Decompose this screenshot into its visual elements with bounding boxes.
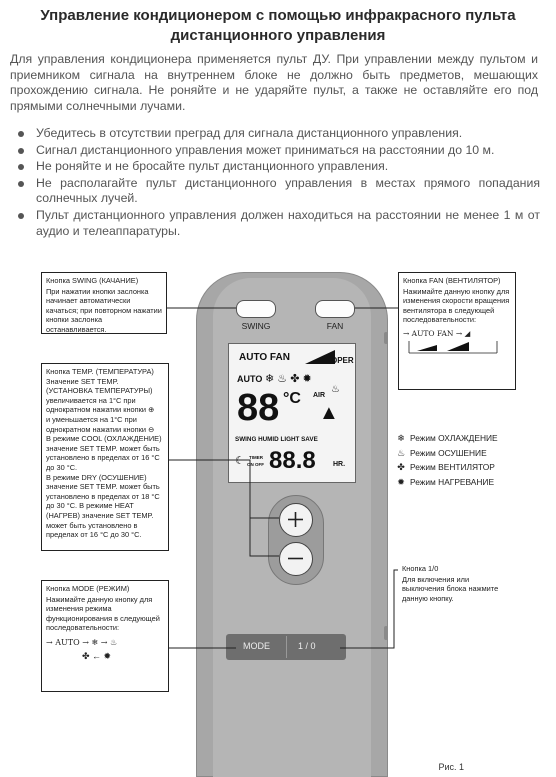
bullet-item: Сигнал дистанционного управления может приниматься на расстоянии до 10 м. <box>14 143 540 159</box>
legend-label: Режим НАГРЕВАНИЕ <box>410 476 495 487</box>
power-button[interactable]: 1 / 0 <box>298 641 316 651</box>
lcd-auto: AUTO <box>237 374 263 384</box>
temp-callout-line2: (УСТАНОВКА ТЕМПЕРАТУРЫ) <box>46 386 153 396</box>
lcd-degree: °C <box>283 390 301 407</box>
mode-sequence: → AUTO → ❄ → ♨ <box>46 637 118 647</box>
fan-icon: ✤ <box>397 462 405 473</box>
title-line-2: дистанционного управления <box>170 27 386 44</box>
legend-label: Режим ОХЛАЖДЕНИЕ <box>410 433 498 443</box>
lcd-mode-icons: ❄ ♨ ✤ ✹ <box>265 373 312 385</box>
bullet-item: Не роняйте и не бросайте пульт дистанционного управления. <box>14 159 540 175</box>
fan-callout-head: Кнопка FAN (ВЕНТИЛЯТОР) <box>403 276 501 285</box>
fan-callout-body: Нажимайте данную кнопку для изменения скорости вращения вентилятора в следующей последовательности: <box>403 286 510 325</box>
lcd-auto-fan: AUTO FAN <box>239 352 290 363</box>
legend-label: Режим ВЕНТИЛЯТОР <box>410 462 495 473</box>
sun-icon: ✹ <box>397 476 405 487</box>
lcd-set-temp: 88 <box>237 387 280 429</box>
temp-callout-line1: Значение SET TEMP. <box>46 376 119 386</box>
power-callout-body: Для включения или выключения блока нажмите данную кнопку. <box>402 574 499 603</box>
lcd-features-row: SWING HUMID LIGHT SAVE <box>235 436 318 443</box>
swing-callout-head: Кнопка SWING (КАЧАНИЕ) <box>46 276 139 285</box>
lcd-onoff: ON OFF <box>247 462 264 467</box>
lcd-timer-value: 88.8 <box>269 447 316 474</box>
mode-button[interactable]: MODE <box>243 641 270 651</box>
temp-callout-line5: В режиме COOL (ОХЛАЖДЕНИЕ) значение SET TEMP. может быть установлено в пределах от 16 °С до 30 °С. <box>46 434 162 472</box>
swing-callout-body: При нажатии кнопки заслонка начинает автоматически качаться; при повторном нажатии кнопки заслонка останавливается. <box>46 286 162 334</box>
mode-callout-body: Нажимайте данную кнопку для изменения режима функционирования в следующей последовательности: <box>46 594 160 633</box>
lcd-oper: OPER <box>331 356 354 365</box>
mode-sequence-return: ✤ ← ✹ <box>82 650 112 661</box>
legend-label: Режим ОСУШЕНИЕ <box>410 447 487 458</box>
lcd-hr: HR. <box>333 461 346 468</box>
mode-sequence-auto: AUTO <box>55 637 80 647</box>
bullet-item: Пульт дистанционного управления должен находиться на расстоянии не менее 1 м от аудио и телеаппаратуры. <box>14 208 540 239</box>
power-callout-head: Кнопка 1/0 <box>402 564 439 573</box>
snowflake-icon: ❄ <box>397 433 405 443</box>
lcd-air: AIR <box>313 392 326 399</box>
temp-callout-line4: и уменьшается на 1°С при однократном нажатии кнопки ⊖ <box>46 414 155 434</box>
fan-sequence: → AUTO FAN → ◢ <box>403 328 471 338</box>
tree-icon: ▲ <box>319 402 339 424</box>
fan-sequence-auto: AUTO FAN <box>411 328 454 338</box>
temp-callout-line6: В режиме DRY (ОСУШЕНИЕ) значение SET TEMP. может быть установлено в пределах от 18 °С до 30 °С. В режиме HEAT (НАГРЕВ) значение SET TEMP. может быть установлено в пределах от 16 °С до 30 °С. <box>46 472 160 540</box>
mode-callout-head: Кнопка MODE (РЕЖИМ) <box>46 584 130 593</box>
figure-label: Рис. 1 <box>438 762 464 772</box>
lcd-heat-icon: ♨ <box>331 384 340 395</box>
temp-callout-line3: увеличивается на 1°С при однократном нажатии кнопки ⊕ <box>46 395 155 415</box>
bullet-item: Убедитесь в отсутствии преград для сигнала дистанционного управления. <box>14 126 540 142</box>
moon-icon: ☾ <box>235 455 245 467</box>
swing-button-label: SWING <box>241 321 271 331</box>
lcd-timer: TIMER <box>249 455 263 460</box>
dry-icon: ♨ <box>396 447 406 458</box>
bullet-item: Не располагайте пульт дистанционного управления в местах прямого попадания солнечных лучей. <box>14 176 540 207</box>
temp-callout-head: Кнопка TEMP. (ТЕМПЕРАТУРА) <box>46 367 154 376</box>
title-line-1: Управление кондиционером с помощью инфракрасного пульта <box>40 7 516 24</box>
fan-button-label: FAN <box>326 321 344 331</box>
intro-paragraph: Для управления кондиционера применяется пульт ДУ. При управлении между пультом и приемником сигнала на внутреннем блоке не должно быть предметов, мешающих прохождению сигнала. Не роняйте и не ударяйте пульт, а также не оставляйте его под прямыми солнечными лучами. <box>10 52 538 113</box>
